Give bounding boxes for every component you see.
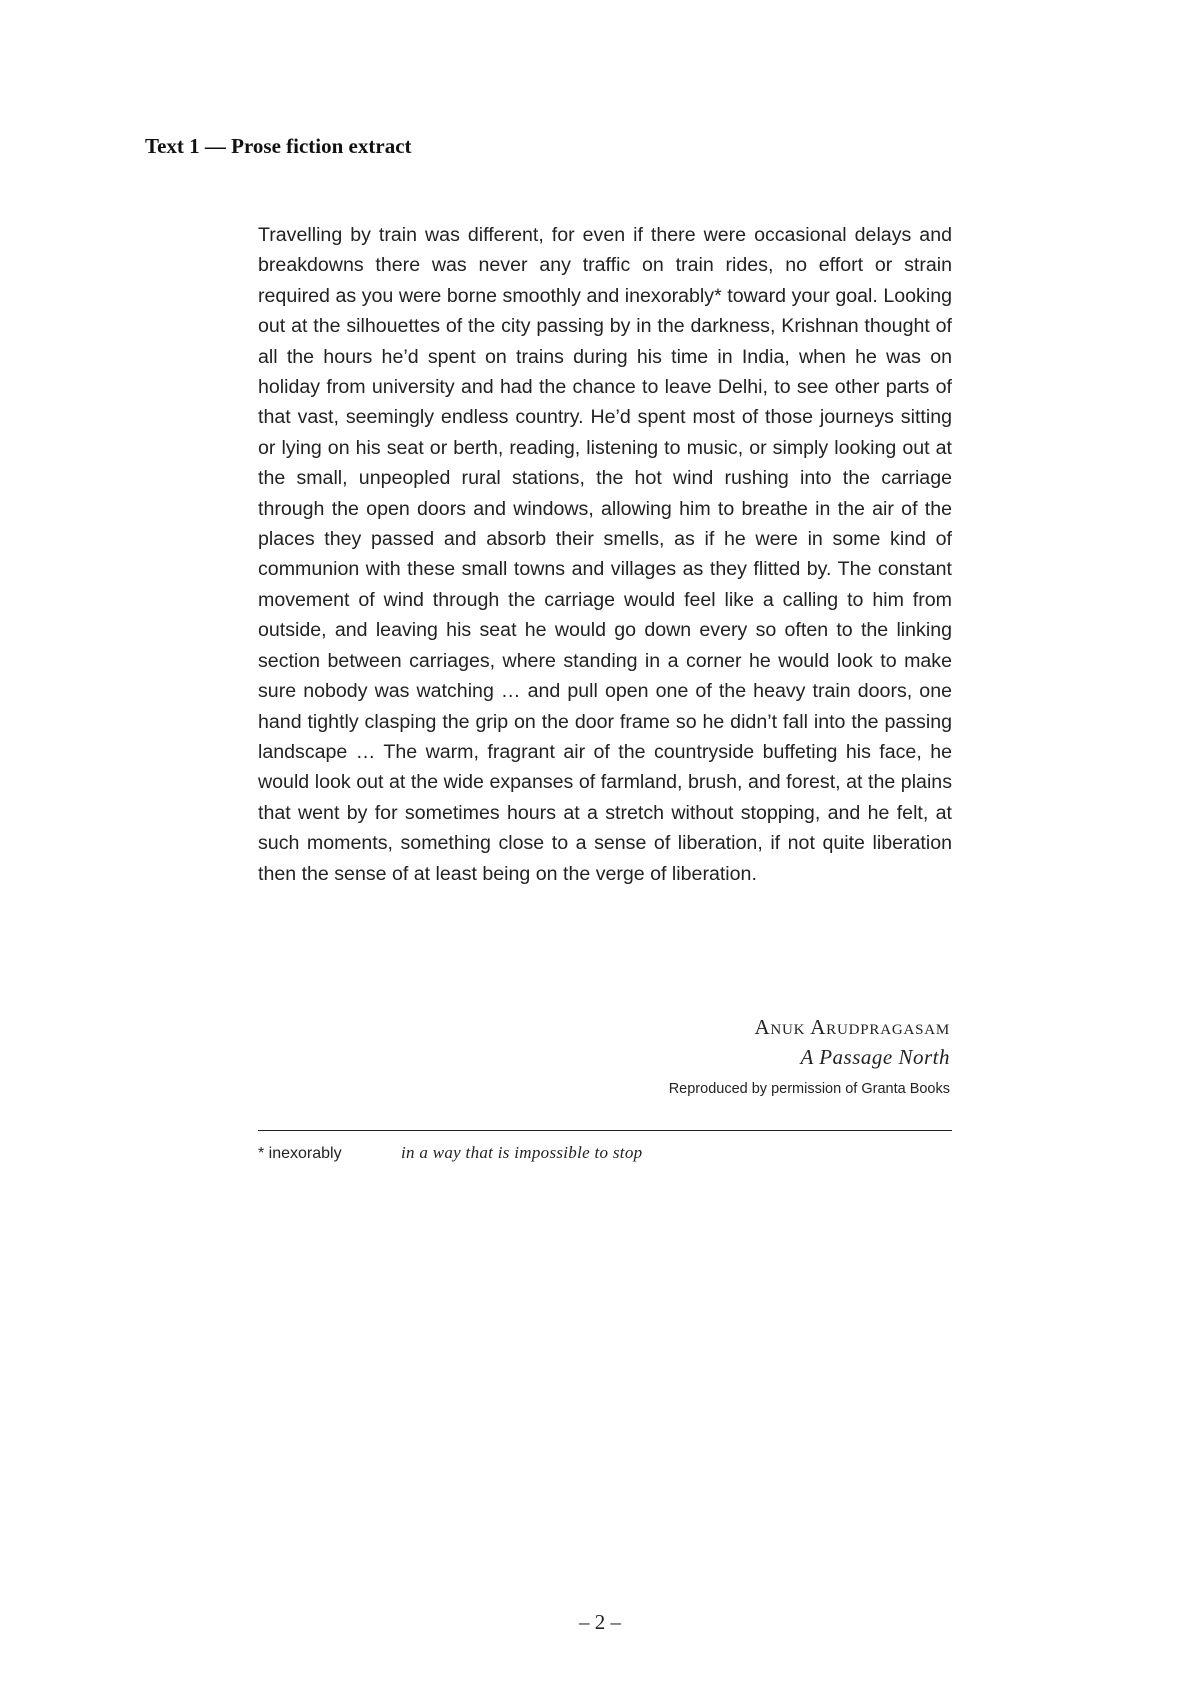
permission-notice: Reproduced by permission of Granta Books — [668, 1081, 950, 1097]
footnote-divider — [258, 1130, 952, 1131]
page-number: – 2 – — [579, 1610, 621, 1634]
section-heading: Text 1 — Prose fiction extract — [145, 134, 412, 158]
attribution — [450, 1012, 950, 1104]
footnote-definition: in a way that is impossible to stop — [401, 1143, 643, 1162]
footnote — [258, 1140, 952, 1167]
footnote-term: * inexorably — [258, 1145, 342, 1162]
book-title: A Passage North — [800, 1045, 950, 1069]
author-name: Anuk Arudpragasam — [754, 1015, 950, 1039]
prose-extract: Travelling by train was different, for even if there were occasional delays and breakdowns there was never any traffic on train rides, no effort or strain required as you were borne smoothly and inexorably* toward your goal. Looking out at the silhouettes of the city passing by in the darkness, Krishnan thought of all the hours he’d spent on trains during his time in India, when he was on holiday from university and had the chance to leave Delhi, to see other parts of that vast, seemingly endless country. He’d spent most of those journeys sitting or lying on his seat or berth, reading, listening to music, or simply looking out at the small, unpeopled rural stations, the hot wind rushing into the carriage through the open doors and windows, allowing him to breathe in the air of the places they passed and absorb their smells, as if he were in some kind of communion with these small towns and villages as they flitted by. The constant movement of wind through the carriage would feel like a calling to him from outside, and leaving his seat he would go down every so often to the linking section between carriages, where standing in a corner he would look to make sure nobody was watching … and pull open one of the heavy train doors, one hand tightly clasping the grip on the door frame so he didn’t fall into the passing landscape … The warm, fragrant air of the countryside buffeting his face, he would look out at the wide expanses of farmland, brush, and forest, at the plains that went by for sometimes hours at a stretch without stopping, and he felt, at such moments, something close to a sense of liberation, if not quite liberation then the sense of at least being on the verge of liberation. — [258, 224, 952, 885]
